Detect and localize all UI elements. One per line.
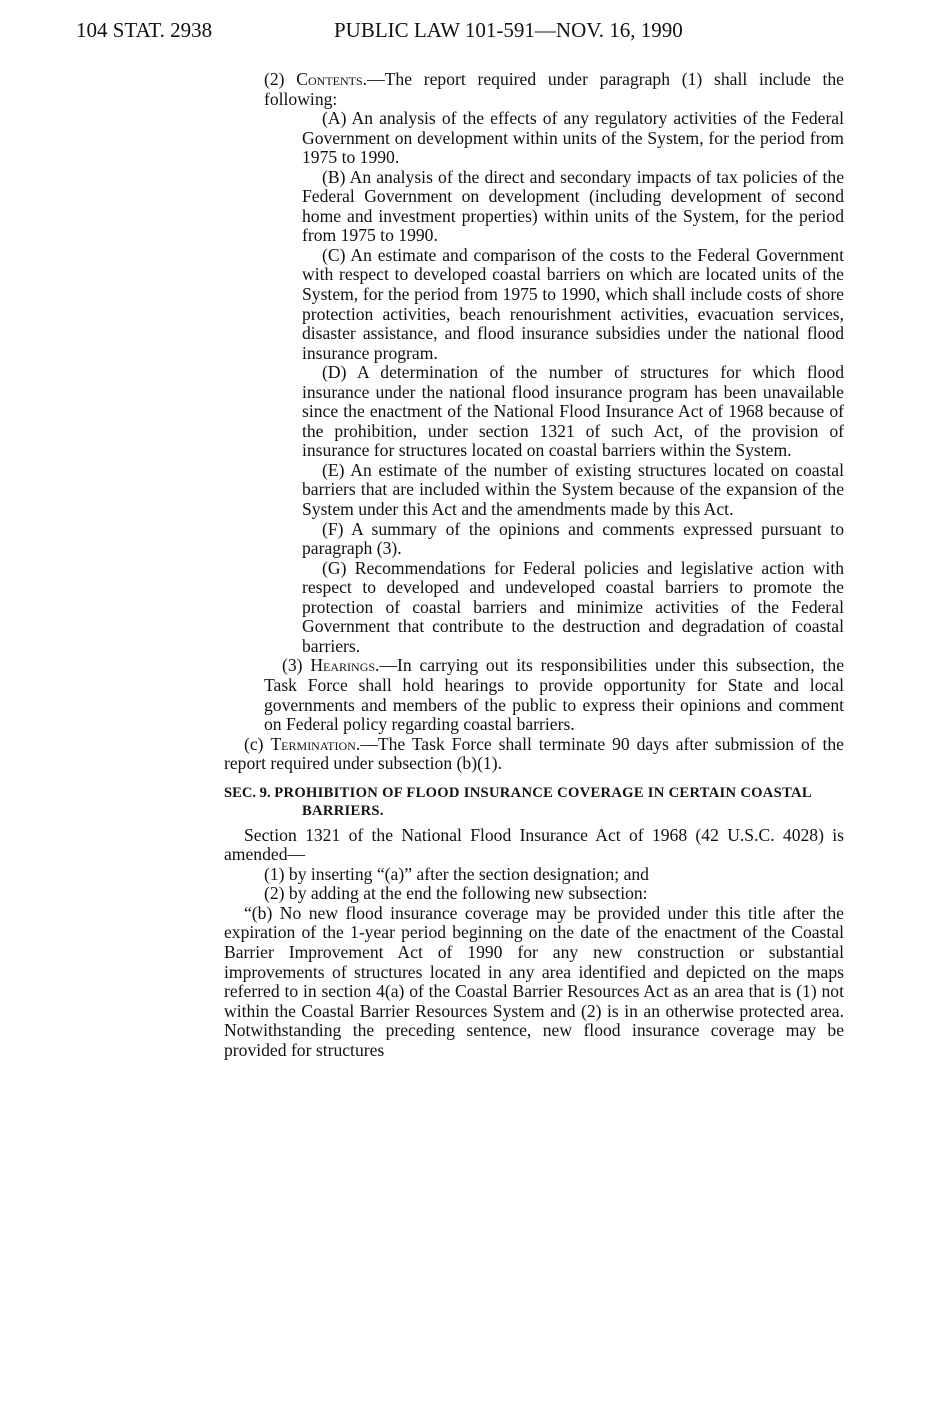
paragraph-heading: Hearings (310, 655, 376, 676)
paragraph-text: .—The report required under paragraph (1) shall include the following: (264, 69, 844, 109)
amendment-2: (2) by adding at the end the following new subsection: (264, 883, 648, 904)
subparagraph-f: (F) A summary of the opinions and comments expressed pursuant to paragraph (3). (302, 518, 844, 559)
paragraph-number: (3) (282, 655, 311, 676)
paragraph-hearings (224, 656, 844, 734)
subparagraph-c: (C) An estimate and comparison of the costs to the Federal Government with respect to developed coastal barriers on which are located units of the System, for the period from 1975 to 1990, which shall include costs of shore protection activities, beach renourishment activities, evacuation services, disaster assistance, and flood insurance subsidies under the national flood insurance program. (302, 244, 844, 363)
paragraph-text: .—The Task Force shall terminate 90 days after submission of the report required under subsection (b)(1). (224, 733, 844, 774)
paragraph-text: .—In carrying out its responsibilities under this subsection, the Task Force shall hold hearings to provide opportunity for State and local governments and members of the public to express their opinions and comment on Federal policy regarding coastal barriers. (264, 655, 845, 735)
paragraph-number: (c) (244, 733, 271, 754)
amendment-1: (1) by inserting “(a)” after the section designation; and (264, 863, 649, 884)
paragraph-number: (2) (264, 69, 297, 89)
paragraph-contents (224, 70, 844, 109)
section-intro: Section 1321 of the National Flood Insurance Act of 1968 (42 U.S.C. 4028) is amended— (224, 824, 844, 865)
section-number: SEC. 9. (224, 784, 271, 801)
section-title: PROHIBITION OF FLOOD INSURANCE COVERAGE IN CERTAIN COASTAL BARRIERS. (274, 784, 812, 819)
statute-page-citation: 104 STAT. 2938 (76, 18, 213, 42)
new-subsection-b: “(b) No new flood insurance coverage may be provided under this title after the expiration of the 1-year period beginning on the date of the enactment of the Coastal Barrier Improvement Act of 1990 for any new construction or substantial improvements of structures located in any area identified and depicted on the maps referred to in section 4(a) of the Coastal Barrier Resources Act as an area that is (1) not within the Coastal Barrier Resources System and (2) is in an otherwise protected area. Notwithstanding the preceding sentence, new flood insurance coverage may be provided for structures (224, 902, 844, 1060)
section-heading (224, 784, 844, 820)
subparagraph-b: (B) An analysis of the direct and secondary impacts of tax policies of the Federal Government on development (including development of second home and investment properties) within units of the System, for the period from 1975 to 1990. (302, 166, 844, 246)
subparagraph-d: (D) A determination of the number of structures for which flood insurance under the national flood insurance program has been unavailable since the enactment of the National Flood Insurance Act of 1968 because of the prohibition, under section 1321 of such Act, of the provision of insurance for structures located on coastal barriers within the System. (302, 362, 844, 461)
document-body (224, 70, 844, 1060)
subparagraph-a: (A) An analysis of the effects of any regulatory activities of the Federal Government on development within units of the System, for the period from 1975 to 1990. (302, 108, 844, 168)
paragraph-heading: Termination (270, 733, 356, 754)
subsection-termination (224, 735, 844, 774)
subparagraph-e: (E) An estimate of the number of existing structures located on coastal barriers that are included within the System because of the expansion of the System under this Act and the amendments made by this Act. (302, 459, 844, 520)
subparagraph-g: (G) Recommendations for Federal policies and legislative action with respect to developed and undeveloped coastal barriers to promote the protection of coastal barriers and minimize activities of the Federal Government that contribute to the destruction and degradation of coastal barriers. (302, 557, 844, 656)
paragraph-heading: Contents (296, 69, 363, 89)
page-header (76, 18, 816, 52)
public-law-heading: PUBLIC LAW 101-591—NOV. 16, 1990 (334, 18, 683, 42)
